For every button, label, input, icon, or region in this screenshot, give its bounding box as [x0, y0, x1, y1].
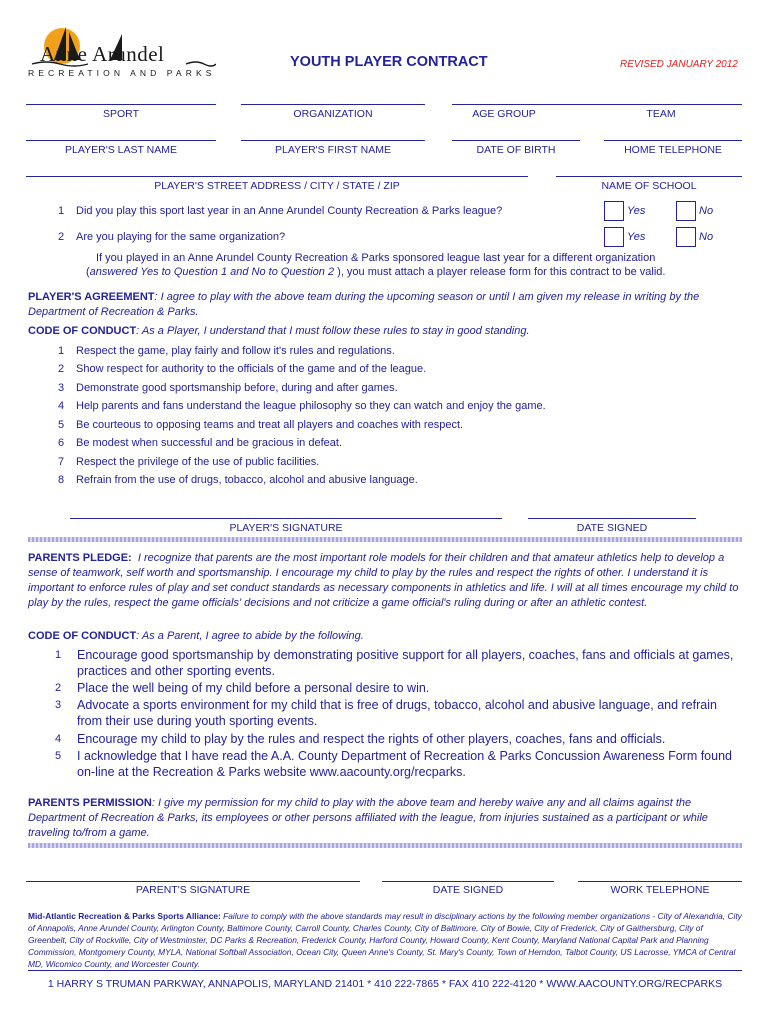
home-phone-line[interactable] — [604, 140, 742, 141]
question-2-number: 2 — [58, 231, 65, 243]
organization-line[interactable] — [241, 104, 425, 105]
work-phone-label: WORK TELEPHONE — [610, 884, 710, 896]
parent-rule-3: 3 Advocate a sports environment for my child that is free of drugs, tobacco, alcohol and abusive language, and refrain from their use during youth sporting events. — [55, 698, 717, 728]
player-rule-7: 7 Respect the privilege of the use of public facilities. — [58, 456, 320, 468]
first-name-line[interactable] — [241, 140, 425, 141]
logo — [26, 24, 216, 80]
team-label: TEAM — [646, 108, 676, 120]
last-name-label: PLAYER'S LAST NAME — [65, 144, 177, 156]
parent-conduct-intro: : As a Parent, I agree to abide by the following. — [136, 630, 364, 642]
parents-permission — [28, 796, 742, 841]
logo-subtitle: RECREATION AND PARKS — [28, 68, 216, 78]
sport-label: SPORT — [103, 108, 139, 120]
question-1-no-label: No — [699, 205, 714, 217]
player-conduct-intro: : As a Player, I understand that I must follow these rules to stay in good standing. — [136, 325, 530, 337]
player-conduct-header — [28, 324, 742, 339]
address-line[interactable] — [26, 176, 528, 177]
organization-label: ORGANIZATION — [293, 108, 373, 120]
sport-line[interactable] — [26, 104, 216, 105]
question-1-number: 1 — [58, 205, 65, 217]
player-rule-5: 5 Be courteous to opposing teams and treat all players and coaches with respect. — [58, 419, 464, 431]
work-phone-line[interactable] — [578, 881, 742, 882]
player-signature-label: PLAYER'S SIGNATURE — [229, 522, 343, 534]
release-note-condition: answered Yes to Question 1 and No to Question 2 — [89, 266, 335, 278]
alliance-heading: Mid-Atlantic Recreation & Parks Sports Alliance: — [28, 911, 221, 921]
player-rule-4: 4 Help parents and fans understand the league philosophy so they can watch and enjoy the game. — [58, 400, 546, 412]
question-2-no-label: No — [699, 231, 714, 243]
last-name-line[interactable] — [26, 140, 216, 141]
parent-rule-2: 2 Place the well being of my child before a personal desire to win. — [55, 681, 430, 695]
player-date-line[interactable] — [528, 518, 696, 519]
parent-rule-1: 1 Encourage good sportsmanship by demonstrating positive support for all players, coaches, fans and officials at games, practices and other sporting events. — [55, 648, 734, 678]
player-rule-2: 2 Show respect for authority to the officials of the game and of the league. — [58, 363, 427, 375]
parents-permission-heading: PARENTS PERMISSION — [28, 797, 152, 809]
question-1-yes-label: Yes — [627, 205, 646, 217]
dob-label: DATE OF BIRTH — [476, 144, 556, 156]
question-2-text: Are you playing for the same organization? — [76, 231, 286, 243]
player-signature-line[interactable] — [70, 518, 502, 519]
alliance-text: Failure to comply with the above standards may result in disciplinary actions by the following member organizations - City of Alexandria, City of Annapolis, Anne Arundel County, Arlington County, Baltimore County, Carroll County, Charles County, City of Baltimore, City of Bowie, City of Frederick, City of Gaithersburg, City of Greenbelt, City of Rockville, City of Westminster, DC Parks & Recreation, Frederick County, Harford County, Howard County, Kent County, Maryland National Capital Park and Planning Commission, Montgomery County, MYLA, National Softball Association, Ocean City, Queen Anne's County, St. Mary's County, Town of Herndon, Talbot County, US Lacrosse, YMCA of Central MD, Wicomico County, and Worcester County. — [28, 911, 742, 969]
question-1-no-checkbox[interactable] — [676, 201, 696, 221]
section-divider — [28, 537, 742, 542]
release-note-line1: If you played in an Anne Arundel County Recreation & Parks sponsored league last year for a different organization — [96, 252, 656, 264]
parent-signature-line[interactable] — [26, 881, 360, 882]
parent-rule-4: 4 Encourage my child to play by the rules and respect the rights of other players, coaches, fans and officials. — [55, 732, 666, 746]
parent-conduct-heading: CODE OF CONDUCT — [28, 630, 137, 642]
parents-pledge — [28, 551, 742, 611]
page-title: YOUTH PLAYER CONTRACT — [290, 54, 488, 70]
player-rule-3: 3 Demonstrate good sportsmanship before, during and after games. — [58, 382, 398, 394]
age-group-label: AGE GROUP — [472, 108, 536, 120]
parents-permission-text: : I give my permission for my child to play with the above team and hereby waive any and all claims against the Department of Recreation & Parks, its employees or other persons affiliated with the league, from injuries sustained as a participant or while traveling to/from a game. — [28, 797, 708, 839]
age-group-line[interactable] — [452, 104, 580, 105]
release-note-line2: (answered Yes to Question 1 and No to Question 2 ), you must attach a player release form for this contract to be valid. — [86, 266, 666, 278]
question-1-yes-checkbox[interactable] — [604, 201, 624, 221]
section-divider-2 — [28, 843, 742, 848]
parent-signature-label: PARENT'S SIGNATURE — [135, 884, 251, 896]
parent-date-label: DATE SIGNED — [432, 884, 504, 896]
release-note-rest: , you must attach a player release form for this contract to be valid. — [340, 266, 666, 278]
players-agreement-text: : I agree to play with the above team during the upcoming season or until I am given my release in writing by the — [154, 291, 700, 303]
alliance-notice — [28, 910, 742, 970]
footer-rule — [28, 970, 742, 971]
player-rule-6: 6 Be modest when successful and be gracious in defeat. — [58, 437, 342, 449]
parents-pledge-text: I recognize that parents are the most important role models for their children and that amateur athletics help to develop a sense of teamwork, self worth and sportsmanship. I encourage my child to play by the rules and respect the rights of other. I understand it is important to enforce rules of play and set conduct standards as necessary components in athletics and life. I will at all times encourage my child to play by the rules, respect the game officials' decisions and not criticize a game official's ruling during or after an athletic contest. — [28, 552, 739, 609]
player-conduct-heading: CODE OF CONDUCT — [28, 325, 137, 337]
player-rule-1: 1 Respect the game, play fairly and follow it's rules and regulations. — [58, 345, 395, 357]
question-2-yes-label: Yes — [627, 231, 646, 243]
question-2-no-checkbox[interactable] — [676, 227, 696, 247]
parents-pledge-heading: PARENTS PLEDGE: — [28, 552, 132, 564]
dob-line[interactable] — [452, 140, 580, 141]
players-agreement — [28, 290, 742, 320]
address-label: PLAYER'S STREET ADDRESS / CITY / STATE / ZIP — [154, 180, 400, 192]
team-line[interactable] — [580, 104, 742, 105]
school-line[interactable] — [556, 176, 742, 177]
player-date-label: DATE SIGNED — [576, 522, 648, 534]
first-name-label: PLAYER'S FIRST NAME — [275, 144, 391, 156]
home-phone-label: HOME TELEPHONE — [624, 144, 722, 156]
logo-name: Anne Arundel — [40, 42, 165, 66]
players-agreement-text2: Department of Recreation & Parks. — [28, 306, 199, 318]
parent-date-line[interactable] — [382, 881, 554, 882]
question-1-text: Did you play this sport last year in an Anne Arundel County Recreation & Parks league? — [76, 205, 503, 217]
school-label: NAME OF SCHOOL — [601, 180, 697, 192]
players-agreement-heading: PLAYER'S AGREEMENT — [28, 291, 155, 303]
revised-date: REVISED JANUARY 2012 — [620, 59, 738, 70]
parent-conduct-header — [28, 629, 742, 644]
parent-rule-5: 5 I acknowledge that I have read the A.A. County Department of Recreation & Parks Concussion Awareness Form found on-line at the Recreation & Parks website www.aacounty.org/recparks. — [55, 749, 732, 779]
question-2-yes-checkbox[interactable] — [604, 227, 624, 247]
footer-address: 1 HARRY S TRUMAN PARKWAY, ANNAPOLIS, MARYLAND 21401 * 410 222-7865 * FAX 410 222-4120 * WWW.AACOUNTY.ORG/RECPARKS — [47, 978, 723, 990]
player-rule-8: 8 Refrain from the use of drugs, tobacco, alcohol and abusive language. — [58, 474, 418, 486]
